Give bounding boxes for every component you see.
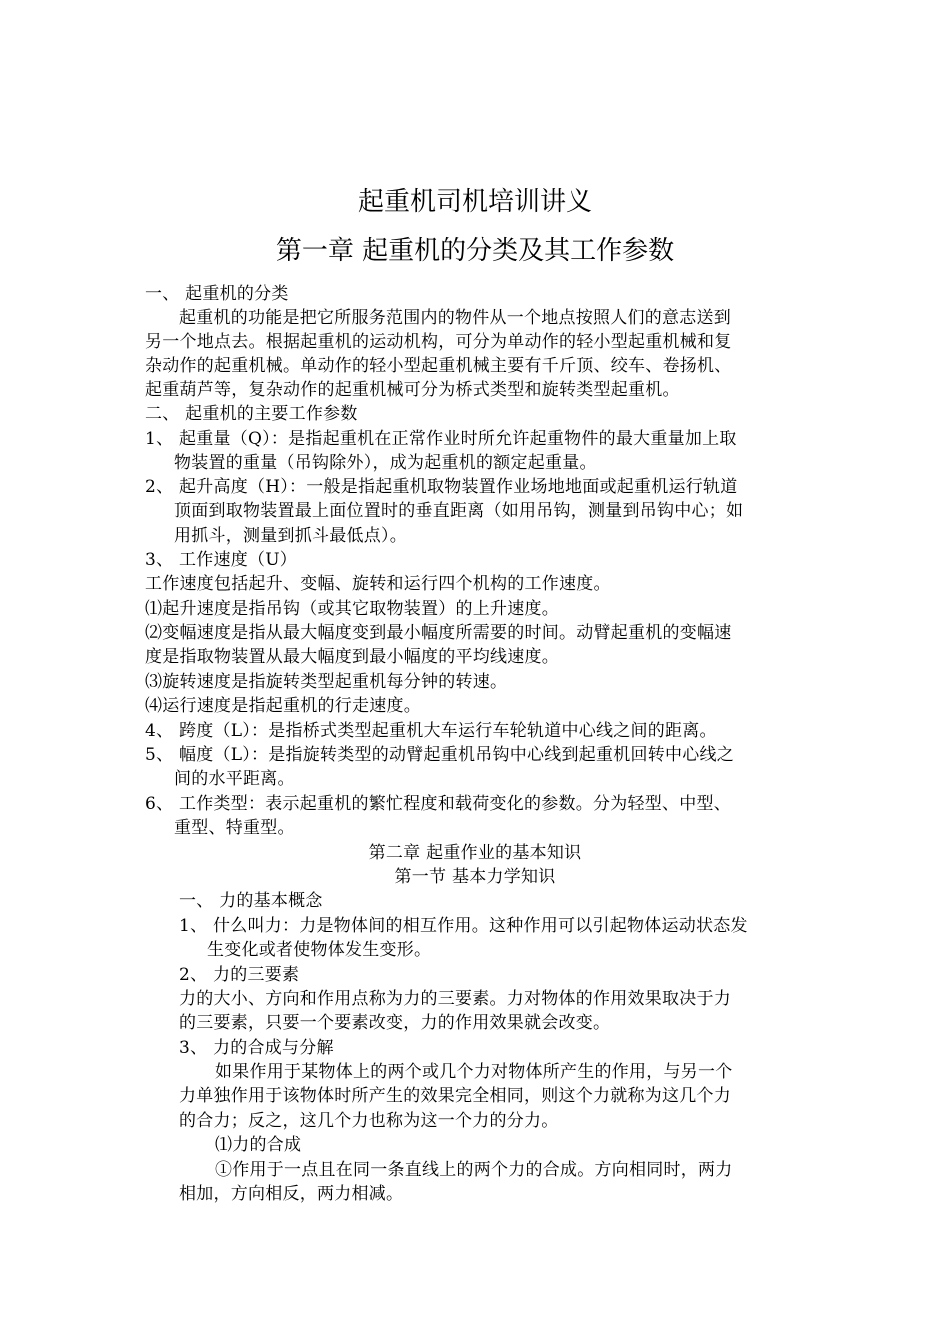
text-line: 1、 什么叫力：力是物体间的相互作用。这种作用可以引起物体运动状态发 [179, 916, 748, 936]
text-line: 二、 起重机的主要工作参数 [145, 404, 358, 424]
text-line: 2、 力的三要素 [179, 965, 300, 985]
text-line: 的三要素，只要一个要素改变，力的作用效果就会改变。 [179, 1013, 611, 1033]
text-line: 1、 起重量（Q）：是指起重机在正常作业时所允许起重物件的最大重量加上取 [145, 429, 737, 449]
text-line: 第二章 起重作业的基本知识 [368, 843, 582, 863]
text-line: 一、 力的基本概念 [179, 891, 323, 911]
text-line: ⑷运行速度是指起重机的行走速度。 [145, 696, 421, 716]
text-line: 第一节 基本力学知识 [394, 867, 556, 887]
chapter-1-title: 第一章 起重机的分类及其工作参数 [275, 236, 675, 266]
text-line: 5、 幅度（L）：是指旋转类型的动臂起重机吊钩中心线到起重机回转中心线之 [145, 745, 735, 765]
text-line: 顶面到取物装置最上面位置时的垂直距离（如用吊钩，测量到吊钩中心；如 [174, 501, 744, 521]
text-line: ⑴起升速度是指吊钩（或其它取物装置）的上升速度。 [145, 599, 559, 619]
text-line: 物装置的重量（吊钩除外），成为起重机的额定起重量。 [174, 453, 597, 473]
text-line: 杂动作的起重机械。单动作的轻小型起重机械主要有千斤顶、绞车、卷扬机、 [145, 356, 732, 376]
text-line: 力的大小、方向和作用点称为力的三要素。力对物体的作用效果取决于力 [179, 989, 731, 1009]
text-line: 2、 起升高度（H）：一般是指起重机取物装置作业场地地面或起重机运行轨道 [145, 477, 738, 497]
text-line: 3、 工作速度（U） [145, 550, 298, 570]
text-line: 起重葫芦等，复杂动作的起重机械可分为桥式类型和旋转类型起重机。 [145, 380, 680, 400]
text-line: 3、 力的合成与分解 [179, 1038, 334, 1058]
text-line: 另一个地点去。根据起重机的运动机构，可分为单动作的轻小型起重机械和复 [145, 332, 732, 352]
text-line: 力单独作用于该物体时所产生的效果完全相同，则这个力就称为这几个力 [179, 1086, 731, 1106]
text-line: 工作速度包括起升、变幅、旋转和运行四个机构的工作速度。 [145, 574, 611, 594]
text-line: 4、 跨度（L）：是指桥式类型起重机大车运行车轮轨道中心线之间的距离。 [145, 721, 717, 741]
text-line: 相加，方向相反，两力相减。 [179, 1184, 404, 1204]
text-line: ⑴力的合成 [215, 1135, 302, 1155]
text-line: 生变化或者使物体发生变形。 [207, 940, 432, 960]
document-title: 起重机司机培训讲义 [357, 187, 592, 217]
text-line: 6、 工作类型：表示起重机的繁忙程度和载荷变化的参数。分为轻型、中型、 [145, 794, 731, 814]
text-line: 间的水平距离。 [174, 769, 295, 789]
text-line: ①作用于一点且在同一条直线上的两个力的合成。方向相同时，两力 [215, 1160, 733, 1180]
text-line: 一、 起重机的分类 [145, 284, 289, 304]
text-line: 用抓斗，测量到抓斗最低点）。 [174, 526, 407, 546]
text-line: 起重机的功能是把它所服务范围内的物件从一个地点按照人们的意志送到 [179, 308, 731, 328]
text-line: 如果作用于某物体上的两个或几个力对物体所产生的作用，与另一个 [215, 1062, 733, 1082]
text-line: ⑶旋转速度是指旋转类型起重机每分钟的转速。 [145, 672, 508, 692]
text-line: 度是指取物装置从最大幅度到最小幅度的平均线速度。 [145, 647, 559, 667]
text-line: ⑵变幅速度是指从最大幅度变到最小幅度所需要的时间。动臂起重机的变幅速 [145, 623, 732, 643]
text-line: 重型、特重型。 [174, 818, 295, 838]
text-line: 的合力；反之，这几个力也称为这一个力的分力。 [179, 1111, 559, 1131]
